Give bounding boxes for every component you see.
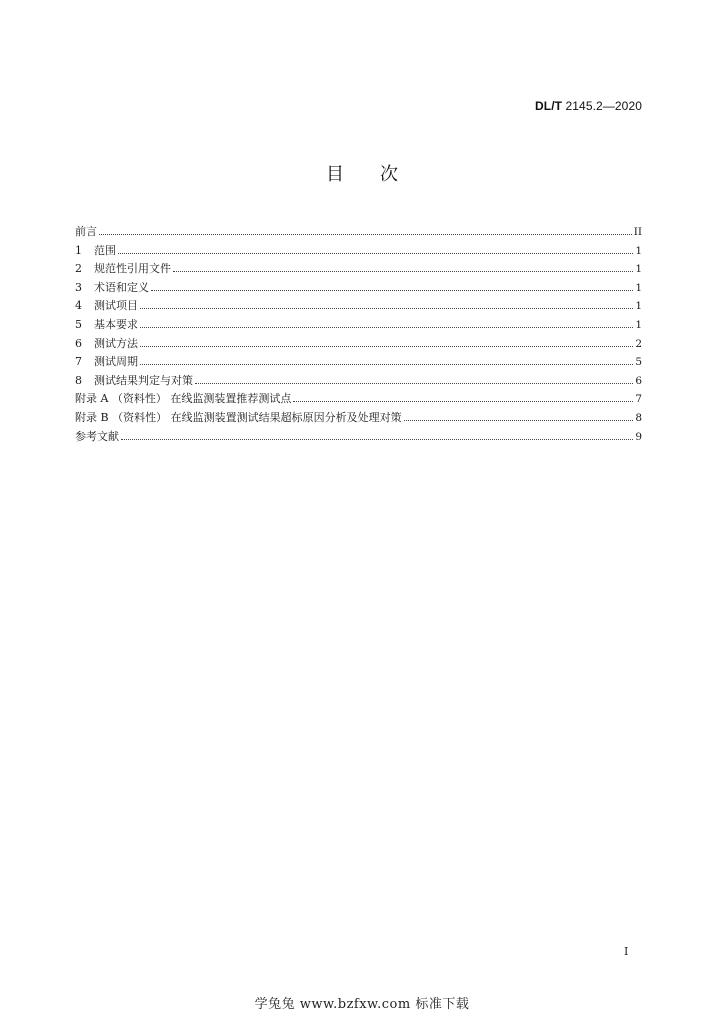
toc-entry-page: 9: [635, 430, 642, 443]
toc-leader-dots: [195, 383, 633, 384]
toc-entry-number: 3: [75, 280, 82, 294]
toc-leader-dots: [173, 271, 633, 272]
toc-entry-bibliography[interactable]: [75, 428, 642, 447]
footer-watermark: 学兔兔 www.bzfxw.com 标准下载: [254, 997, 470, 1012]
toc-leader-dots: [151, 290, 633, 291]
toc-entry-test-items[interactable]: [75, 297, 642, 316]
toc-entry-number: 4: [75, 299, 82, 313]
toc-entry-page: II: [633, 226, 642, 238]
toc-entry-normative-references[interactable]: [75, 260, 642, 279]
toc-entry-number: 5: [75, 317, 82, 331]
toc-leader-dots: [140, 346, 633, 347]
toc-entry-number: 8: [75, 373, 82, 387]
table-of-contents: [75, 223, 642, 446]
toc-entry-title: 前言: [75, 225, 97, 238]
toc-entry-result-judgment[interactable]: [75, 372, 642, 391]
toc-entry-test-period[interactable]: [75, 353, 642, 372]
toc-entry-page: 7: [635, 393, 642, 406]
toc-entry-title: 附录 B （资料性） 在线监测装置测试结果超标原因分析及处理对策: [75, 410, 402, 424]
toc-leader-dots: [99, 234, 632, 235]
toc-entry-title: 测试项目: [94, 299, 138, 313]
toc-entry-page: 1: [635, 300, 642, 313]
toc-entry-title: 基本要求: [94, 317, 138, 331]
page-title: 目次: [326, 164, 434, 185]
toc-entry-title: 测试结果判定与对策: [94, 373, 193, 387]
toc-leader-dots: [140, 327, 633, 328]
toc-entry-number: 1: [75, 243, 82, 257]
toc-entry-appendix-a[interactable]: [75, 390, 642, 409]
toc-entry-foreword[interactable]: [75, 223, 642, 242]
toc-entry-test-methods[interactable]: [75, 335, 642, 354]
toc-leader-dots: [118, 253, 633, 254]
toc-entry-page: 6: [635, 374, 642, 387]
toc-entry-page: 1: [635, 244, 642, 257]
toc-entry-title: 测试周期: [94, 355, 138, 369]
toc-entry-page: 5: [635, 356, 642, 369]
toc-leader-dots: [140, 364, 633, 365]
toc-entry-title: 术语和定义: [94, 280, 149, 294]
toc-entry-number: 2: [75, 262, 82, 276]
toc-entry-title: 范围: [94, 243, 116, 257]
toc-entry-number: 6: [75, 336, 82, 350]
document-code-prefix: DL/T: [535, 99, 563, 113]
toc-entry-scope[interactable]: [75, 242, 642, 261]
toc-leader-dots: [293, 401, 633, 402]
toc-leader-dots: [404, 420, 634, 421]
toc-entry-title: 规范性引用文件: [94, 262, 171, 276]
document-code: [535, 99, 642, 113]
toc-leader-dots: [121, 439, 633, 440]
toc-leader-dots: [140, 308, 633, 309]
toc-entry-appendix-b[interactable]: [75, 409, 642, 428]
toc-entry-basic-requirements[interactable]: [75, 316, 642, 335]
page-number: I: [624, 945, 629, 958]
toc-entry-page: 1: [635, 318, 642, 331]
document-code-number: 2145.2—2020: [562, 99, 642, 113]
toc-entry-page: 1: [635, 263, 642, 276]
toc-entry-title: 参考文献: [75, 429, 119, 443]
toc-entry-title: 附录 A （资料性） 在线监测装置推荐测试点: [75, 392, 292, 406]
toc-entry-page: 2: [635, 337, 642, 350]
toc-entry-title: 测试方法: [94, 336, 138, 350]
toc-entry-page: 1: [635, 281, 642, 294]
toc-entry-number: 7: [75, 355, 82, 369]
toc-entry-terms-definitions[interactable]: [75, 279, 642, 298]
toc-entry-page: 8: [635, 411, 642, 424]
